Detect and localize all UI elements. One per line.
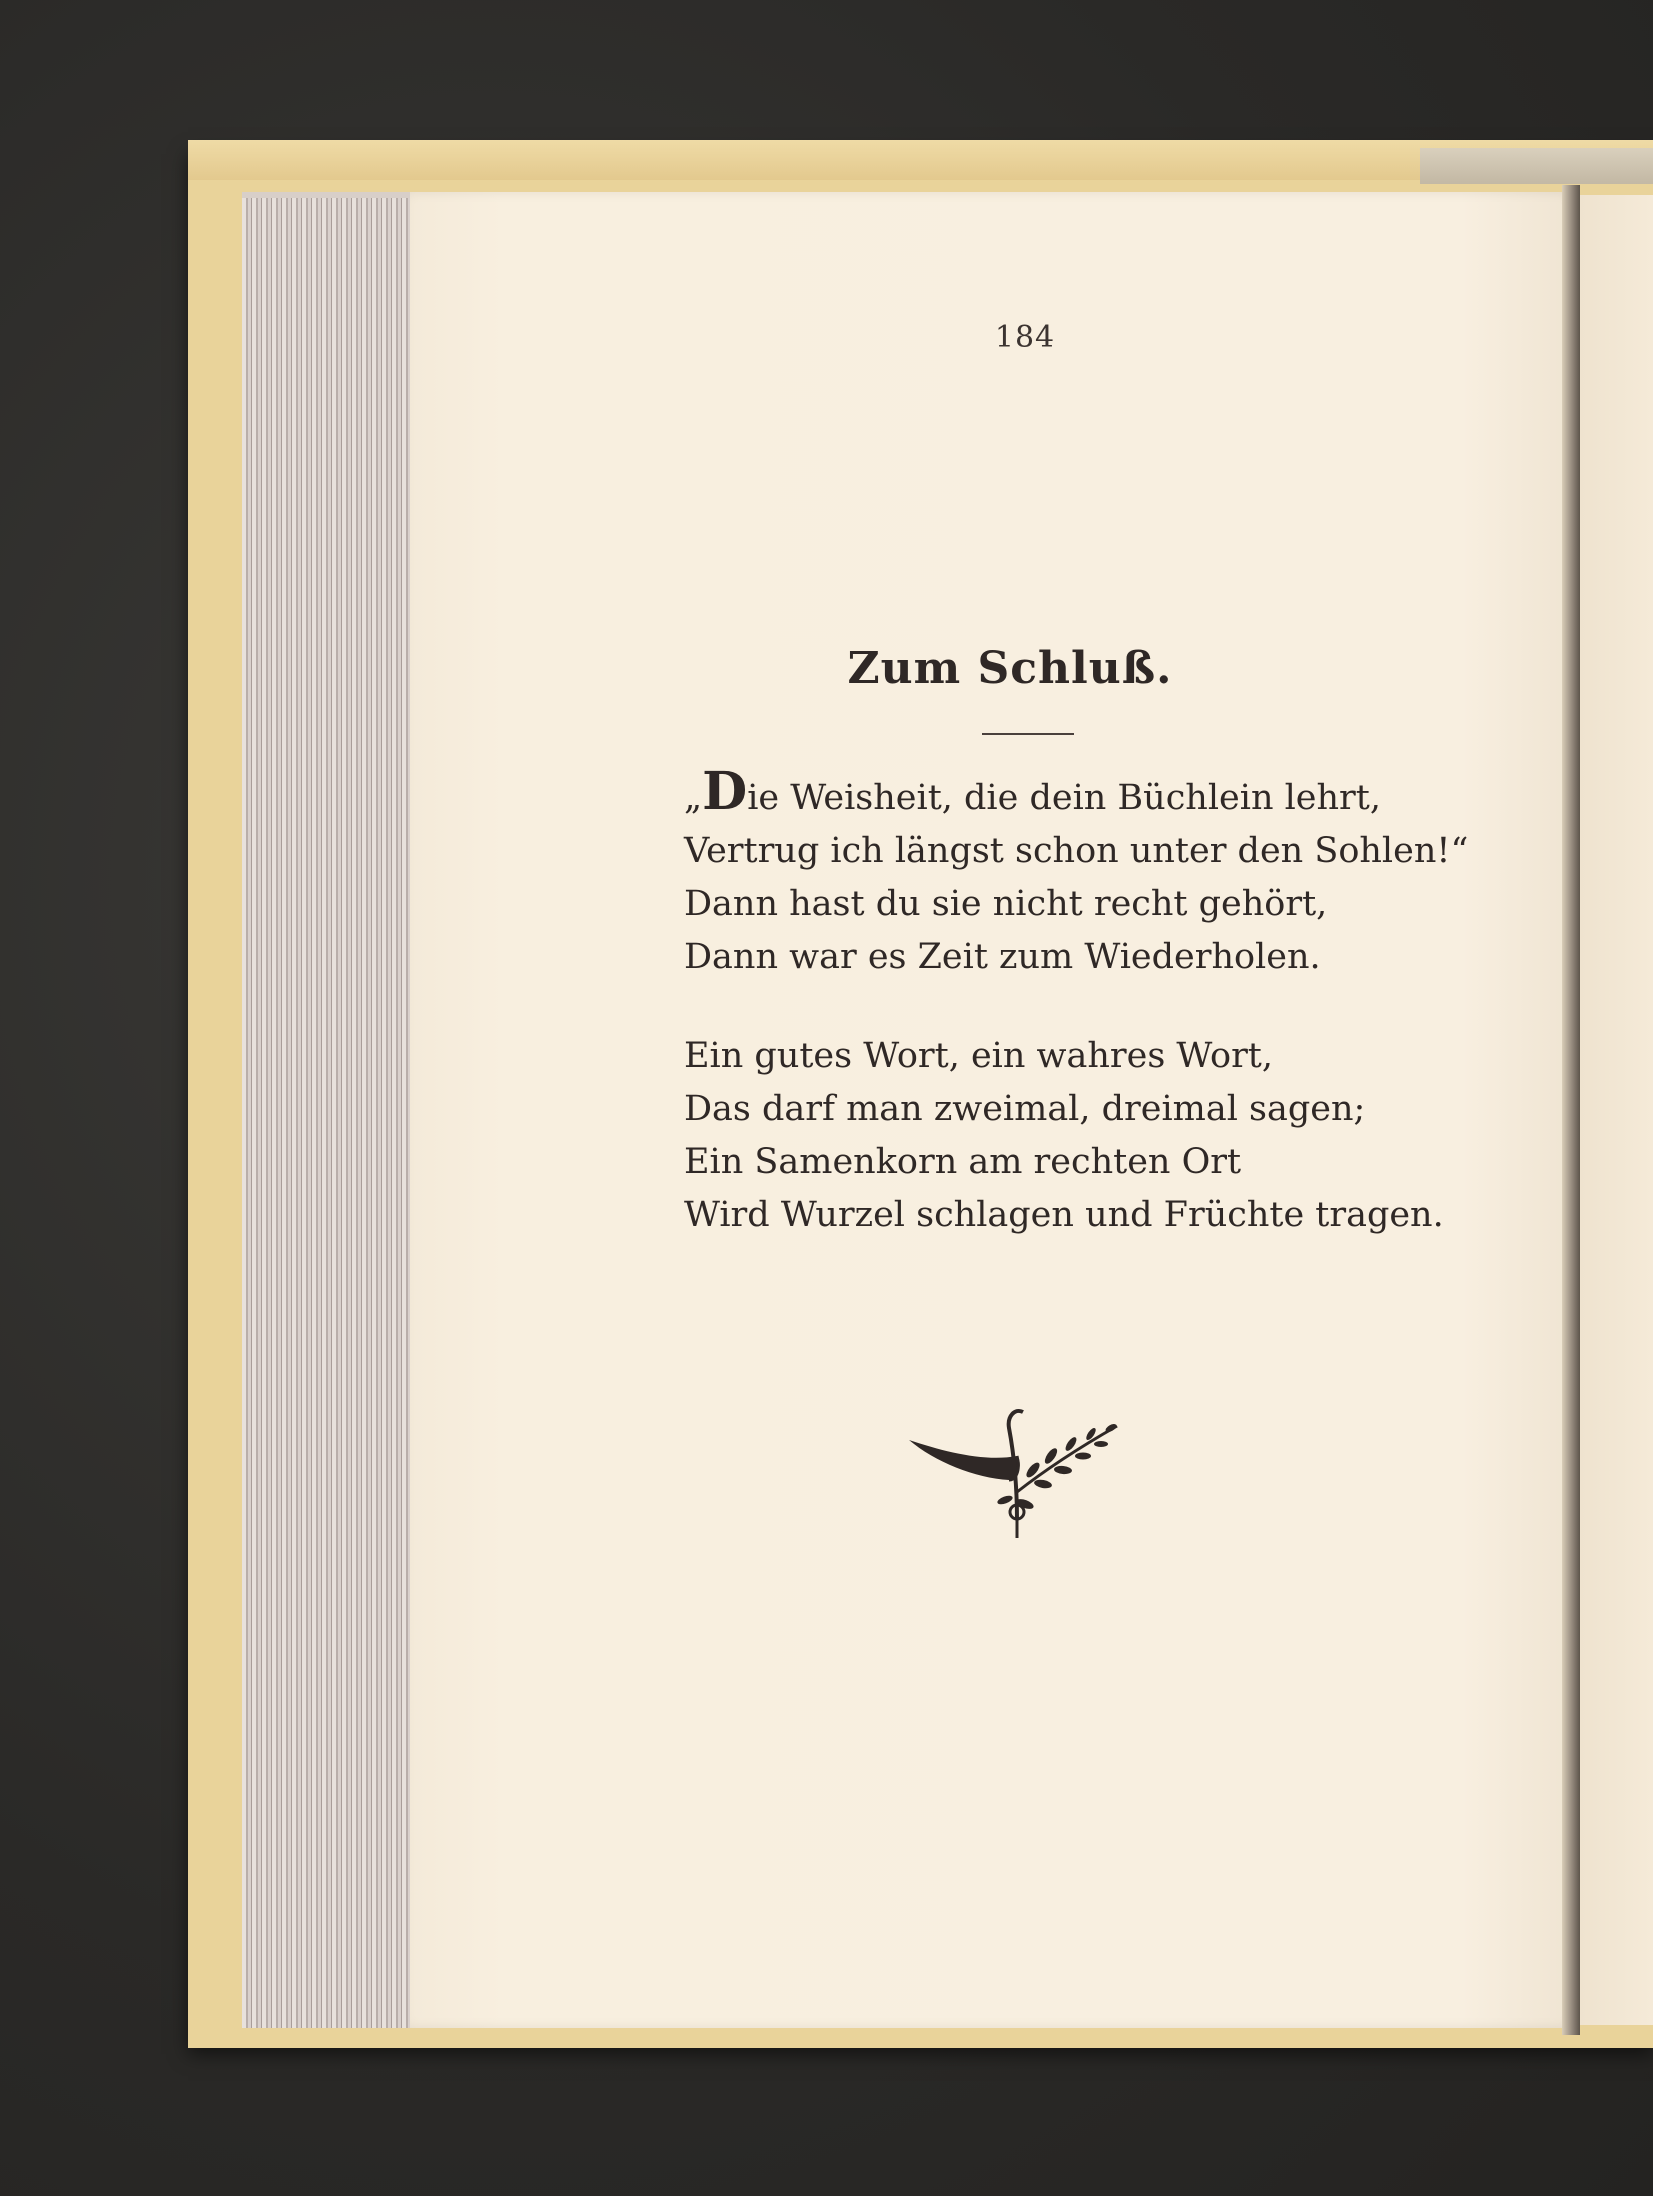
poem-title: Zum Schluß. [847,643,1173,694]
page-block-edges [242,198,415,2028]
stanza-2 [684,1030,1444,1242]
verse-line: Dann war es Zeit zum Wiederholen. [684,937,1321,977]
drop-cap: D [702,761,748,822]
book-gutter [1562,185,1580,2035]
verse-line: Das darf man zweimal, dreimal sagen; [684,1089,1366,1129]
verse-line: Dann hast du sie nicht recht gehört, [684,884,1328,924]
verse-text: ie Weisheit, die dein Büchlein lehrt, [747,778,1381,818]
binding-tape [1420,148,1653,184]
verse-line: Vertrug ich längst schon unter den Sohlen!“ [684,831,1469,871]
title-rule [982,733,1074,735]
stanza-1 [684,761,1469,984]
verse-line: Ein gutes Wort, ein wahres Wort, [684,1036,1274,1076]
opening-quote: „ [684,778,703,818]
verse-line: Ein Samenkorn am rechten Ort [684,1142,1242,1182]
horn-and-sprig-ornament-icon [905,1400,1125,1540]
page-number: 184 [994,320,1056,355]
facing-page [1580,195,1653,2025]
verse-line: Wird Wurzel schlagen und Früchte tragen. [684,1195,1444,1235]
verse-line [684,761,1384,825]
